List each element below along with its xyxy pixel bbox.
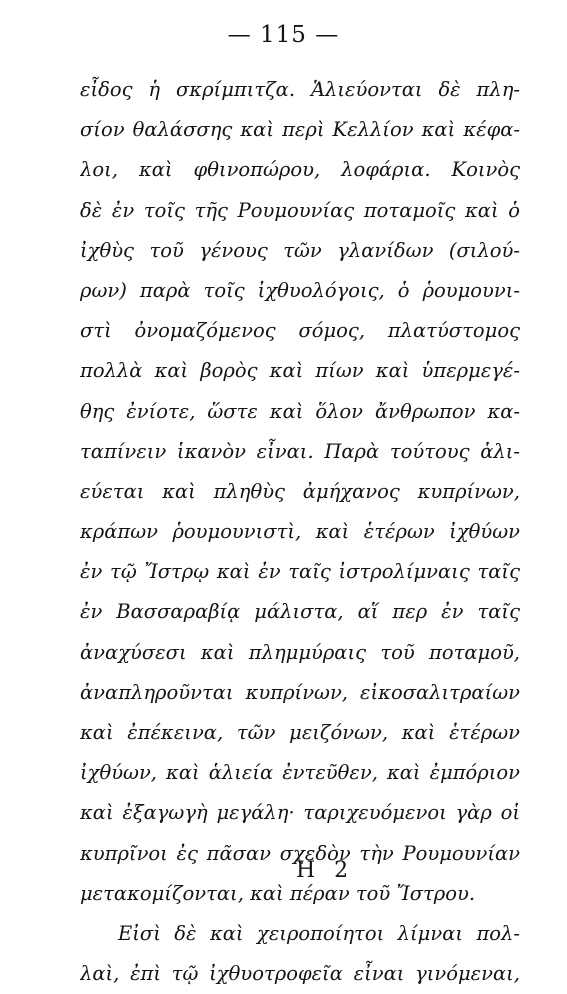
signature-mark: Η 2: [296, 858, 355, 883]
text-line: μετακομίζονται, καὶ πέραν τοῦ Ἴστρου.: [80, 881, 476, 905]
text-line: ταπίνειν ἱκανὸν εἶναι. Παρὰ τούτους ἁλι-: [80, 439, 520, 463]
text-line: ἰχθύων, καὶ ἁλιεία ἐντεῦθεν, καὶ ἐμπόριον: [80, 761, 520, 785]
page-number-header: — 115 —: [227, 22, 340, 48]
text-line: ἰχθὺς τοῦ γένους τῶν γλανίδων (σιλού-: [80, 238, 520, 262]
body-text: [80, 70, 520, 994]
text-line: ἀναπληροῦνται κυπρίνων, εἰκοσαλιτραίων: [80, 680, 520, 704]
text-line: δὲ ἐν τοῖς τῆς Ρουμουνίας ποταμοῖς καὶ ὁ: [80, 198, 520, 222]
text-line: ἐν τῷ Ἴστρῳ καὶ ἐν ταῖς ἰστρολίμναις ταῖς: [80, 560, 520, 584]
text-line: ἀναχύσεσι καὶ πλημμύραις τοῦ ποταμοῦ,: [80, 640, 520, 664]
text-line: λαὶ, ἐπὶ τῷ ἰχθυοτροφεῖα εἶναι γινόμεναι,: [80, 962, 520, 986]
text-line: ἐν Βασσαραβίᾳ μάλιστα, αἵ περ ἐν ταῖς: [80, 600, 520, 624]
text-line: στὶ ὀνομαζόμενος σόμος, πλατύστομος: [80, 319, 520, 343]
text-line: καὶ ἐπέκεινα, τῶν μειζόνων, καὶ ἑτέρων: [80, 721, 520, 744]
text-line: κυπρῖνοι ἐς πᾶσαν σχεδὸν τὴν Ρουμουνίαν: [80, 841, 520, 865]
text-line: λοι, καὶ φθινοπώρου, λοφάρια. Κοινὸς: [80, 158, 520, 182]
text-line: ρων) παρὰ τοῖς ἰχθυολόγοις, ὁ ῥουμουνι-: [80, 278, 520, 302]
text-line: θης ἐνίοτε, ὥστε καὶ ὅλον ἄνθρωπον κα-: [80, 399, 520, 423]
text-line: Εἰσὶ δὲ καὶ χειροποίητοι λίμναι πολ-: [118, 921, 520, 945]
text-line: πολλὰ καὶ βορὸς καὶ πίων καὶ ὑπερμεγέ-: [80, 359, 520, 383]
text-line: σίον θαλάσσης καὶ περὶ Κελλίον καὶ κέφα-: [80, 118, 520, 142]
text-line: κράπων ῥουμουνιστὶ, καὶ ἑτέρων ἰχθύων: [80, 520, 520, 544]
text-line: καὶ ἐξαγωγὴ μεγάλη· ταριχευόμενοι γὰρ οἱ: [80, 801, 520, 825]
text-line: εἶδος ἡ σκρίμπιτζα. Ἁλιεύονται δὲ πλη-: [80, 78, 520, 101]
text-line: εύεται καὶ πληθὺς ἀμήχανος κυπρίνων,: [80, 479, 520, 503]
